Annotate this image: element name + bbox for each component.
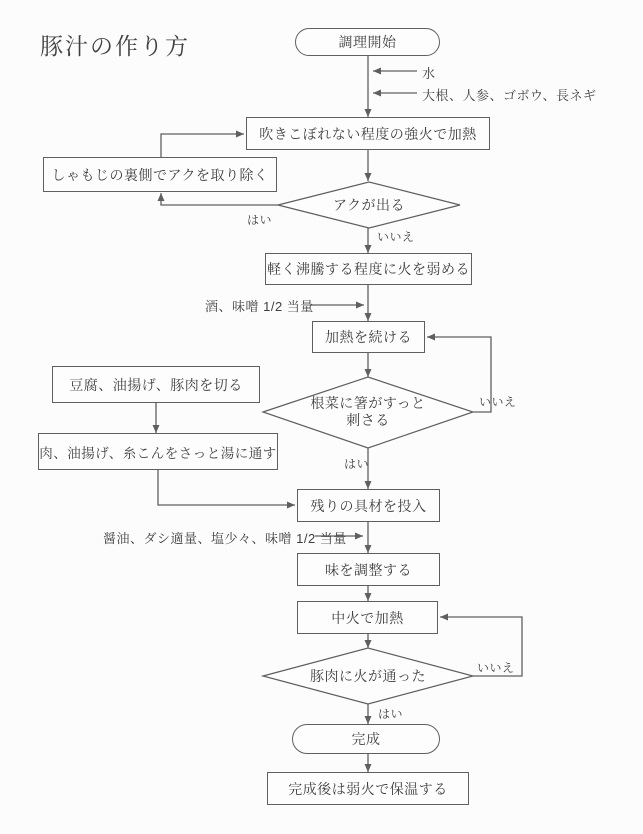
edge-scum-yes-to-skim: [161, 193, 278, 205]
edge-label-sake-miso: 酒、味噌 1/2 当量: [205, 299, 314, 314]
edge-label-yes-scum: はい: [247, 213, 273, 227]
process-keep-heating: 加熱を続ける: [312, 321, 425, 353]
process-skim-scum: しゃもじの裏側でアクを取り除く: [43, 157, 277, 192]
edge-label-vegetables: 大根、人参、ゴボウ、長ネギ: [422, 88, 597, 103]
decision-pork-label: 豚肉に火が通った: [310, 668, 426, 684]
edge-label-yes-pork: はい: [378, 707, 404, 721]
edge-label-no-pork: いいえ: [477, 661, 515, 675]
edge-label-yes-chopstick: はい: [344, 457, 370, 471]
process-heat-high: 吹きこぼれない程度の強火で加熱: [246, 117, 490, 150]
process-lower-heat: 軽く沸騰する程度に火を弱める: [265, 253, 472, 285]
decision-chopstick-label: [288, 395, 448, 429]
decision-chopstick-line2: 刺さる: [346, 412, 390, 428]
edge-skim-to-heat-high: [161, 134, 244, 157]
process-medium-heat: 中火で加熱: [297, 601, 438, 634]
edge-label-no-chopstick: いいえ: [479, 395, 517, 409]
edge-label-water: 水: [422, 66, 436, 81]
process-blanch: 肉、油揚げ、糸こんをさっと湯に通す: [38, 433, 278, 470]
process-cut-ingredients: 豆腐、油揚げ、豚肉を切る: [52, 366, 260, 403]
page-title: 豚汁の作り方: [40, 33, 190, 59]
decision-scum-label: アクが出る: [332, 197, 406, 213]
process-keep-warm: 完成後は弱火で保温する: [267, 772, 469, 805]
terminal-start: 調理開始: [295, 28, 440, 56]
process-add-rest: 残りの具材を投入: [297, 489, 440, 522]
edge-label-no-scum: いいえ: [377, 230, 415, 244]
decision-chopstick-line1: 根菜に箸がすっと: [310, 395, 426, 411]
terminal-finish: 完成: [292, 724, 440, 754]
edge-blanch-to-add-rest: [158, 470, 295, 505]
process-adjust-taste: 味を調整する: [297, 553, 440, 586]
edge-label-seasonings: 醤油、ダシ適量、塩少々、味噌 1/2 当量: [103, 531, 347, 546]
